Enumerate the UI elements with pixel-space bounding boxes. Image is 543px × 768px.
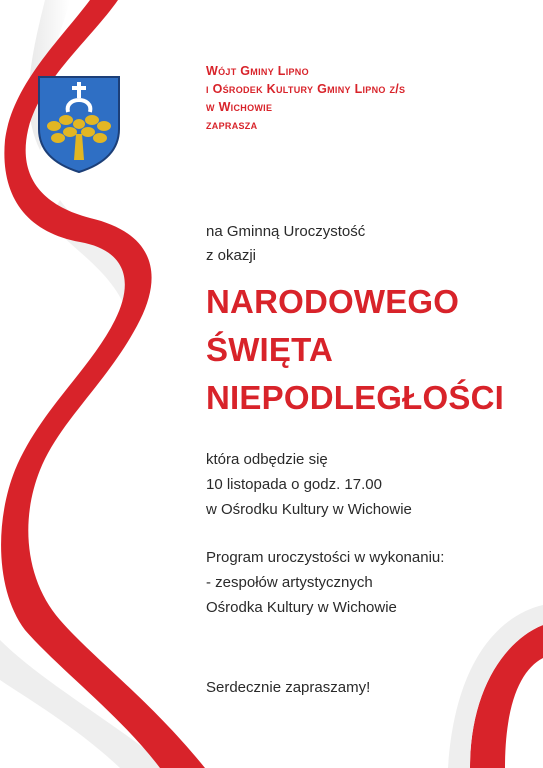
coat-of-arms-logo [36,74,122,174]
intro-line-1: na Gminną Uroczystość [206,223,366,240]
header-line-4: zaprasza [206,118,258,132]
header-line-1: Wójt Gminy Lipno [206,64,309,78]
program-line-2: - zespołów artystycznych [206,574,373,591]
header-line-3: w Wichowie [206,100,273,114]
details-line-2: 10 listopada o godz. 17.00 [206,476,382,493]
event-title [206,278,504,422]
intro-line-2: z okazji [206,247,257,264]
title-line-3: NIEPODLEGŁOŚCI [206,379,504,416]
title-line-2: ŚWIĘTA [206,331,334,368]
program-line-1: Program uroczystości w wykonaniu: [206,549,445,566]
event-details [206,447,412,522]
closing-invitation: Serdecznie zapraszamy! [206,679,371,696]
intro-text [206,220,365,268]
title-line-1: NARODOWEGO [206,283,460,320]
organizers-header [206,62,526,134]
program-line-3: Ośrodka Kultury w Wichowie [206,599,397,616]
header-line-2: i Ośrodek Kultury Gminy Lipno z/s [206,82,406,96]
details-line-1: która odbędzie się [206,451,328,468]
event-program [206,545,444,620]
details-line-3: w Ośrodku Kultury w Wichowie [206,501,412,518]
